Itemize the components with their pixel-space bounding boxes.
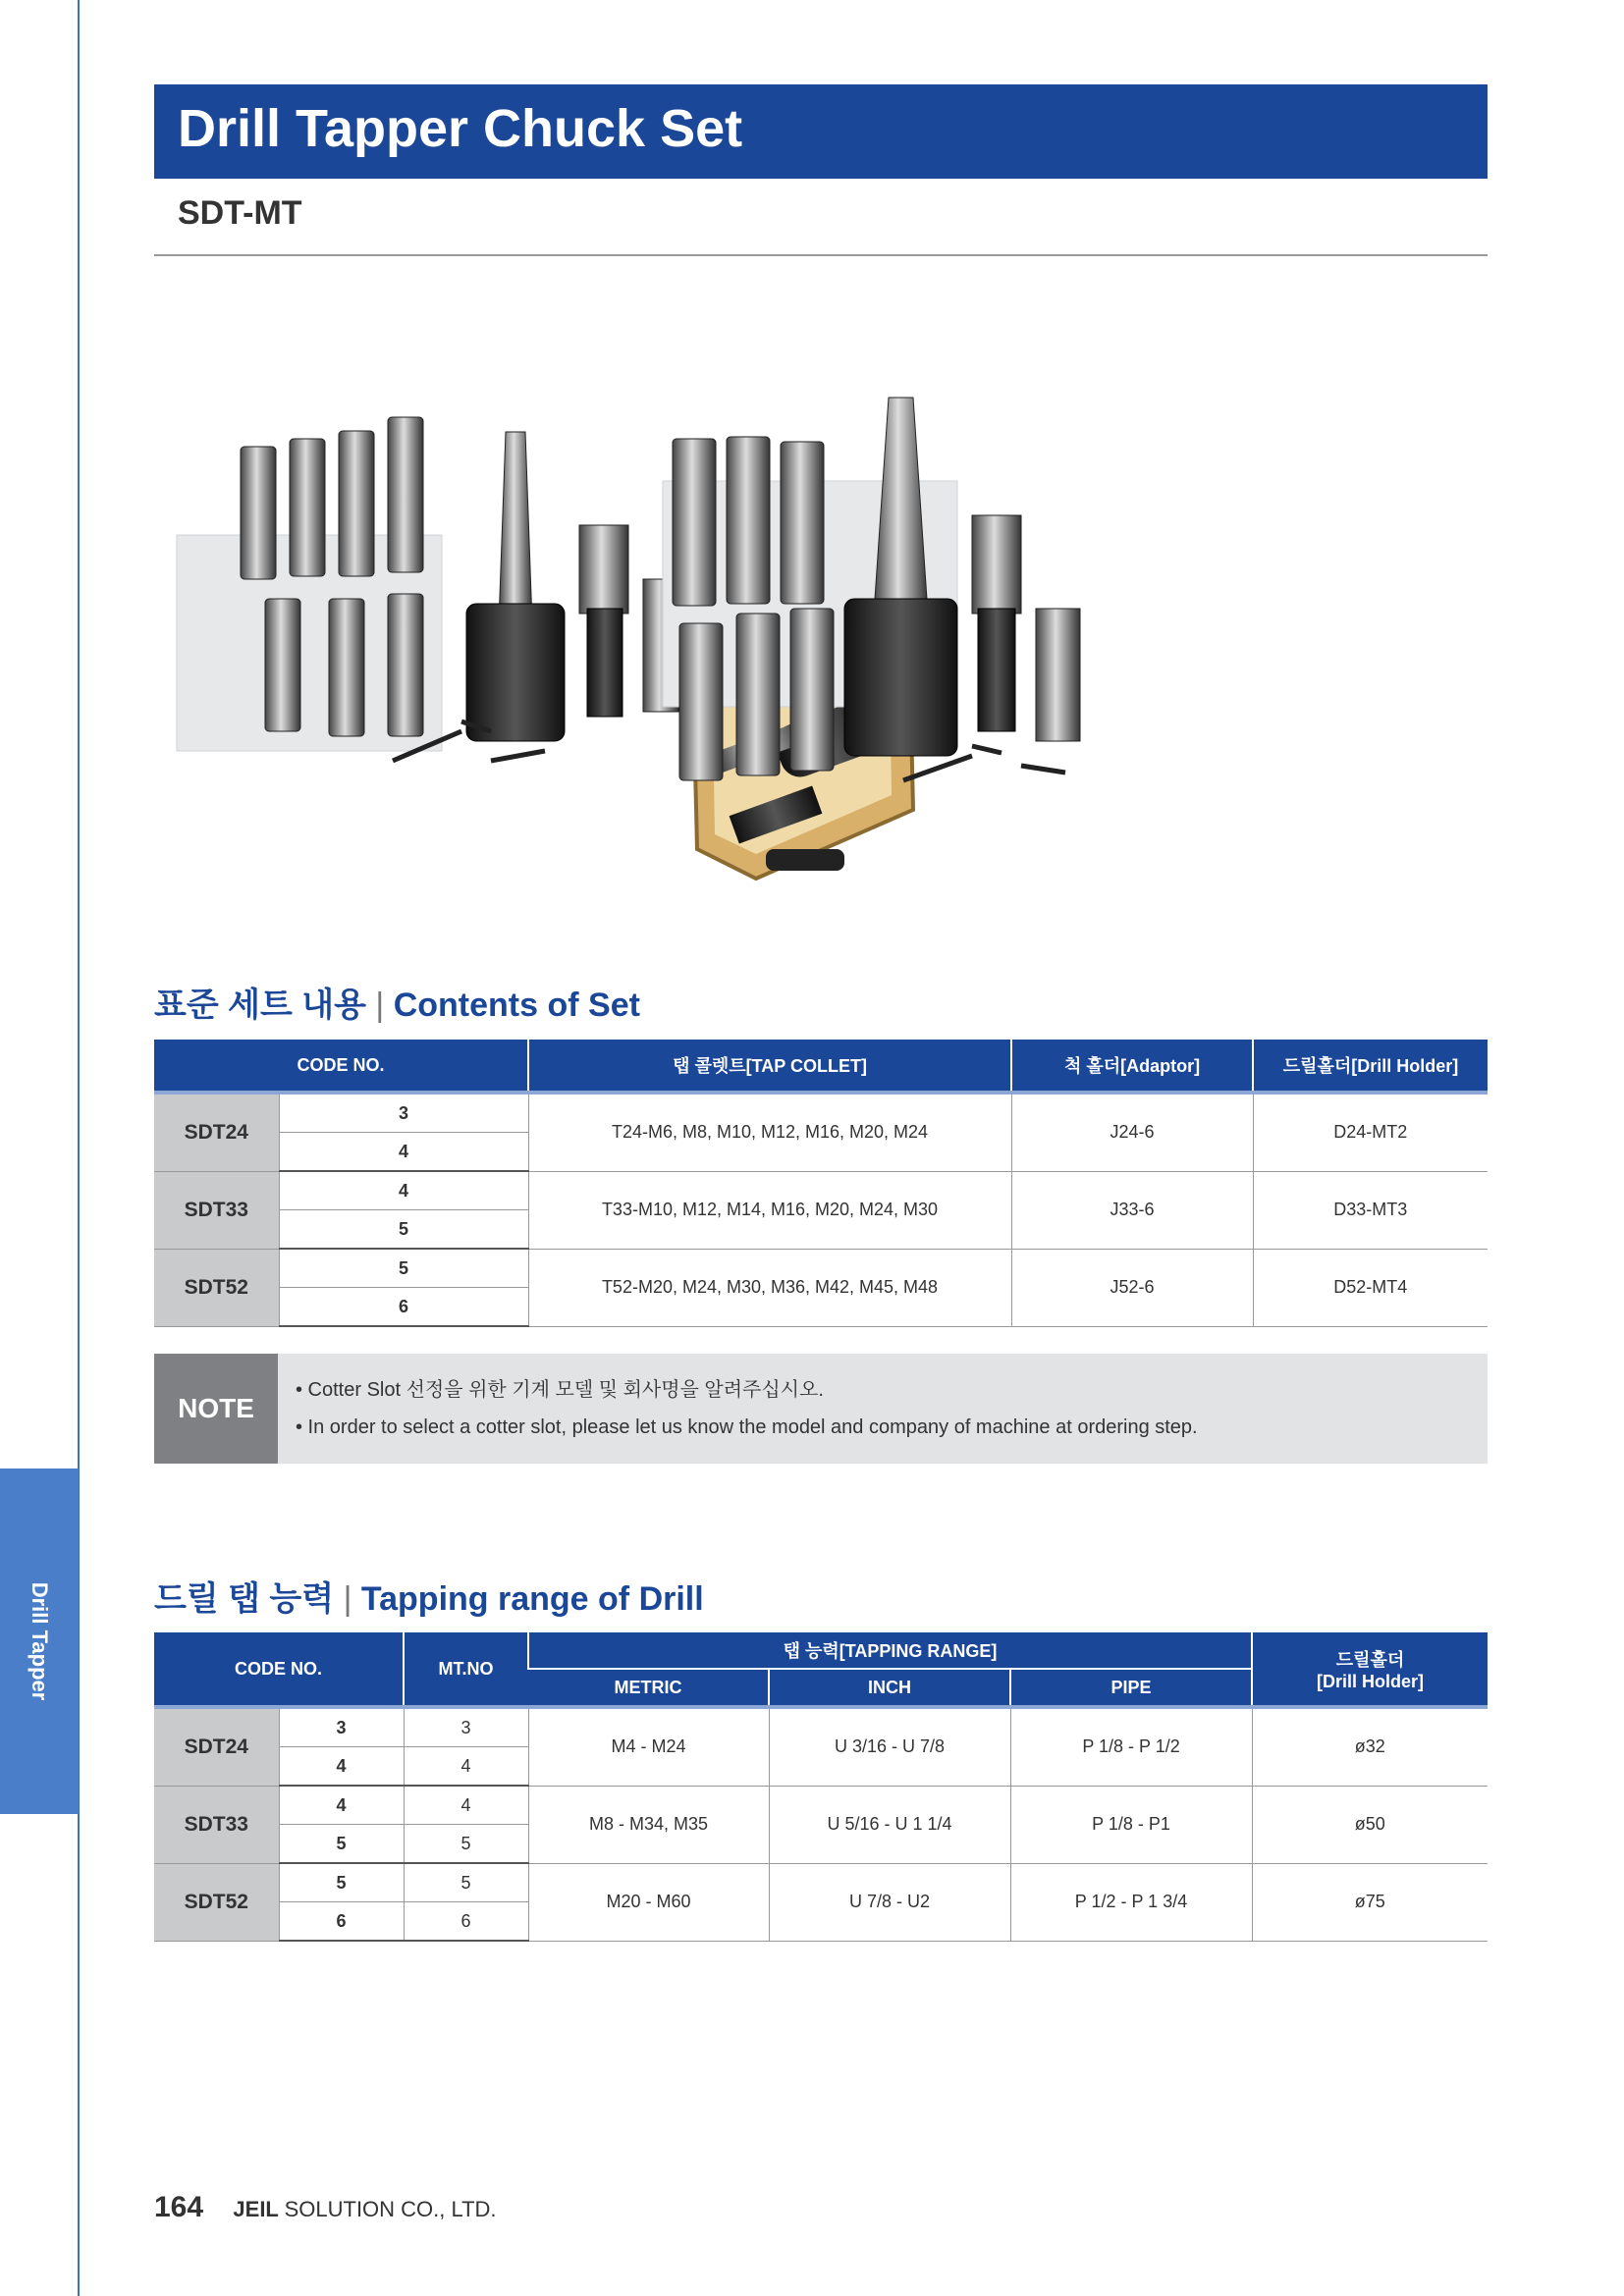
- subtitle-divider: [154, 254, 1488, 256]
- pipe-cell: P 1/8 - P 1/2: [1010, 1707, 1252, 1786]
- metric-cell: M8 - M34, M35: [528, 1786, 769, 1863]
- header-drill-holder: [1252, 1632, 1488, 1707]
- sub-code-cell: 5: [279, 1863, 404, 1902]
- pipe-cell: P 1/2 - P 1 3/4: [1010, 1863, 1252, 1941]
- adaptor-cell: J33-6: [1011, 1171, 1253, 1249]
- title-separator: |: [343, 1580, 352, 1618]
- header-drill-holder: 드릴홀더[Drill Holder]: [1253, 1040, 1488, 1093]
- page-footer: [154, 2191, 497, 2224]
- collet-cell: T33-M10, M12, M14, M16, M20, M24, M30: [528, 1171, 1011, 1249]
- metric-cell: M4 - M24: [528, 1707, 769, 1786]
- header-adaptor: 척 홀더[Adaptor]: [1011, 1040, 1253, 1093]
- header-holder-kr: 드릴홀더: [1335, 1649, 1405, 1670]
- inch-cell: U 7/8 - U2: [769, 1863, 1010, 1941]
- header-holder-en: [Drill Holder]: [1317, 1671, 1425, 1691]
- title-banner: [154, 84, 1488, 179]
- inch-cell: U 3/16 - U 7/8: [769, 1707, 1010, 1786]
- contents-table: [154, 1040, 1488, 1327]
- mt-cell: 5: [404, 1863, 528, 1902]
- sub-code-cell: 4: [279, 1747, 404, 1787]
- tapping-title-en: Tapping range of Drill: [360, 1580, 704, 1618]
- code-cell: SDT52: [154, 1863, 279, 1941]
- note-box: [154, 1354, 1488, 1464]
- table-row: [154, 1171, 1488, 1210]
- metric-cell: M20 - M60: [528, 1863, 769, 1941]
- code-cell: SDT24: [154, 1707, 279, 1786]
- mt-cell: 3: [404, 1707, 528, 1747]
- sub-code-cell: 5: [279, 1210, 528, 1250]
- inch-cell: U 5/16 - U 1 1/4: [769, 1786, 1010, 1863]
- mt-cell: 4: [404, 1747, 528, 1787]
- sub-code-cell: 3: [279, 1093, 528, 1133]
- code-cell: SDT33: [154, 1786, 279, 1863]
- code-cell: SDT52: [154, 1249, 279, 1326]
- contents-title-kr: 표준 세트 내용: [154, 987, 366, 1024]
- note-label: NOTE: [154, 1354, 278, 1464]
- contents-title-en: Contents of Set: [393, 987, 640, 1024]
- product-photo: [167, 388, 1463, 898]
- header-mt-no: MT.NO: [404, 1632, 528, 1707]
- page-number: 164: [154, 2191, 204, 2223]
- company-name-bold: JEIL: [233, 2197, 279, 2221]
- collet-cell: T24-M6, M8, M10, M12, M16, M20, M24: [528, 1093, 1011, 1171]
- page-title: Drill Tapper Chuck Set: [178, 99, 743, 158]
- header-metric: METRIC: [528, 1669, 769, 1707]
- side-tab-label: Drill Tapper: [27, 1581, 52, 1701]
- code-cell: SDT24: [154, 1093, 279, 1171]
- tapping-table: [154, 1632, 1488, 1942]
- company-name: [233, 2197, 496, 2221]
- title-separator: |: [375, 987, 385, 1024]
- header-code-no: CODE NO.: [154, 1632, 404, 1707]
- header-tap-collet: 탭 콜렛트[TAP COLLET]: [528, 1040, 1011, 1093]
- note-line-en: • In order to select a cotter slot, please let us know the model and company of machine at ordering step.: [296, 1416, 1198, 1438]
- side-section-tab[interactable]: [0, 1468, 79, 1814]
- holder-cell: D52-MT4: [1253, 1249, 1488, 1326]
- holder-cell: ø75: [1252, 1863, 1488, 1941]
- header-code-no: CODE NO.: [154, 1040, 528, 1093]
- collet-cell: T52-M20, M24, M30, M36, M42, M45, M48: [528, 1249, 1011, 1326]
- sub-code-cell: 4: [279, 1133, 528, 1172]
- header-pipe: PIPE: [1010, 1669, 1252, 1707]
- header-tapping-range: 탭 능력[TAPPING RANGE]: [528, 1632, 1252, 1669]
- side-rule: [78, 0, 80, 2296]
- table-row: [154, 1093, 1488, 1133]
- tapping-title-kr: 드릴 탭 능력: [154, 1580, 335, 1618]
- model-subtitle: SDT-MT: [178, 194, 302, 232]
- sub-code-cell: 4: [279, 1786, 404, 1825]
- mt-cell: 6: [404, 1902, 528, 1942]
- mt-cell: 4: [404, 1786, 528, 1825]
- pipe-cell: P 1/8 - P1: [1010, 1786, 1252, 1863]
- holder-cell: ø50: [1252, 1786, 1488, 1863]
- tapping-section-title: [154, 1572, 704, 1620]
- sub-code-cell: 3: [279, 1707, 404, 1747]
- adaptor-cell: J24-6: [1011, 1093, 1253, 1171]
- table-row: [154, 1786, 1488, 1825]
- note-line-kr: • Cotter Slot 선정을 위한 기계 모델 및 회사명을 알려주십시오.: [296, 1379, 824, 1401]
- table-row: [154, 1863, 1488, 1902]
- holder-cell: D24-MT2: [1253, 1093, 1488, 1171]
- table-row: [154, 1707, 1488, 1747]
- sub-code-cell: 5: [279, 1249, 528, 1288]
- sub-code-cell: 5: [279, 1825, 404, 1864]
- adaptor-cell: J52-6: [1011, 1249, 1253, 1326]
- holder-cell: ø32: [1252, 1707, 1488, 1786]
- header-inch: INCH: [769, 1669, 1010, 1707]
- sub-code-cell: 4: [279, 1171, 528, 1210]
- mt-cell: 5: [404, 1825, 528, 1864]
- contents-section-title: [154, 978, 640, 1026]
- sub-code-cell: 6: [279, 1288, 528, 1327]
- code-cell: SDT33: [154, 1171, 279, 1249]
- sub-code-cell: 6: [279, 1902, 404, 1942]
- company-name-rest: SOLUTION CO., LTD.: [284, 2197, 497, 2221]
- holder-cell: D33-MT3: [1253, 1171, 1488, 1249]
- table-row: [154, 1249, 1488, 1288]
